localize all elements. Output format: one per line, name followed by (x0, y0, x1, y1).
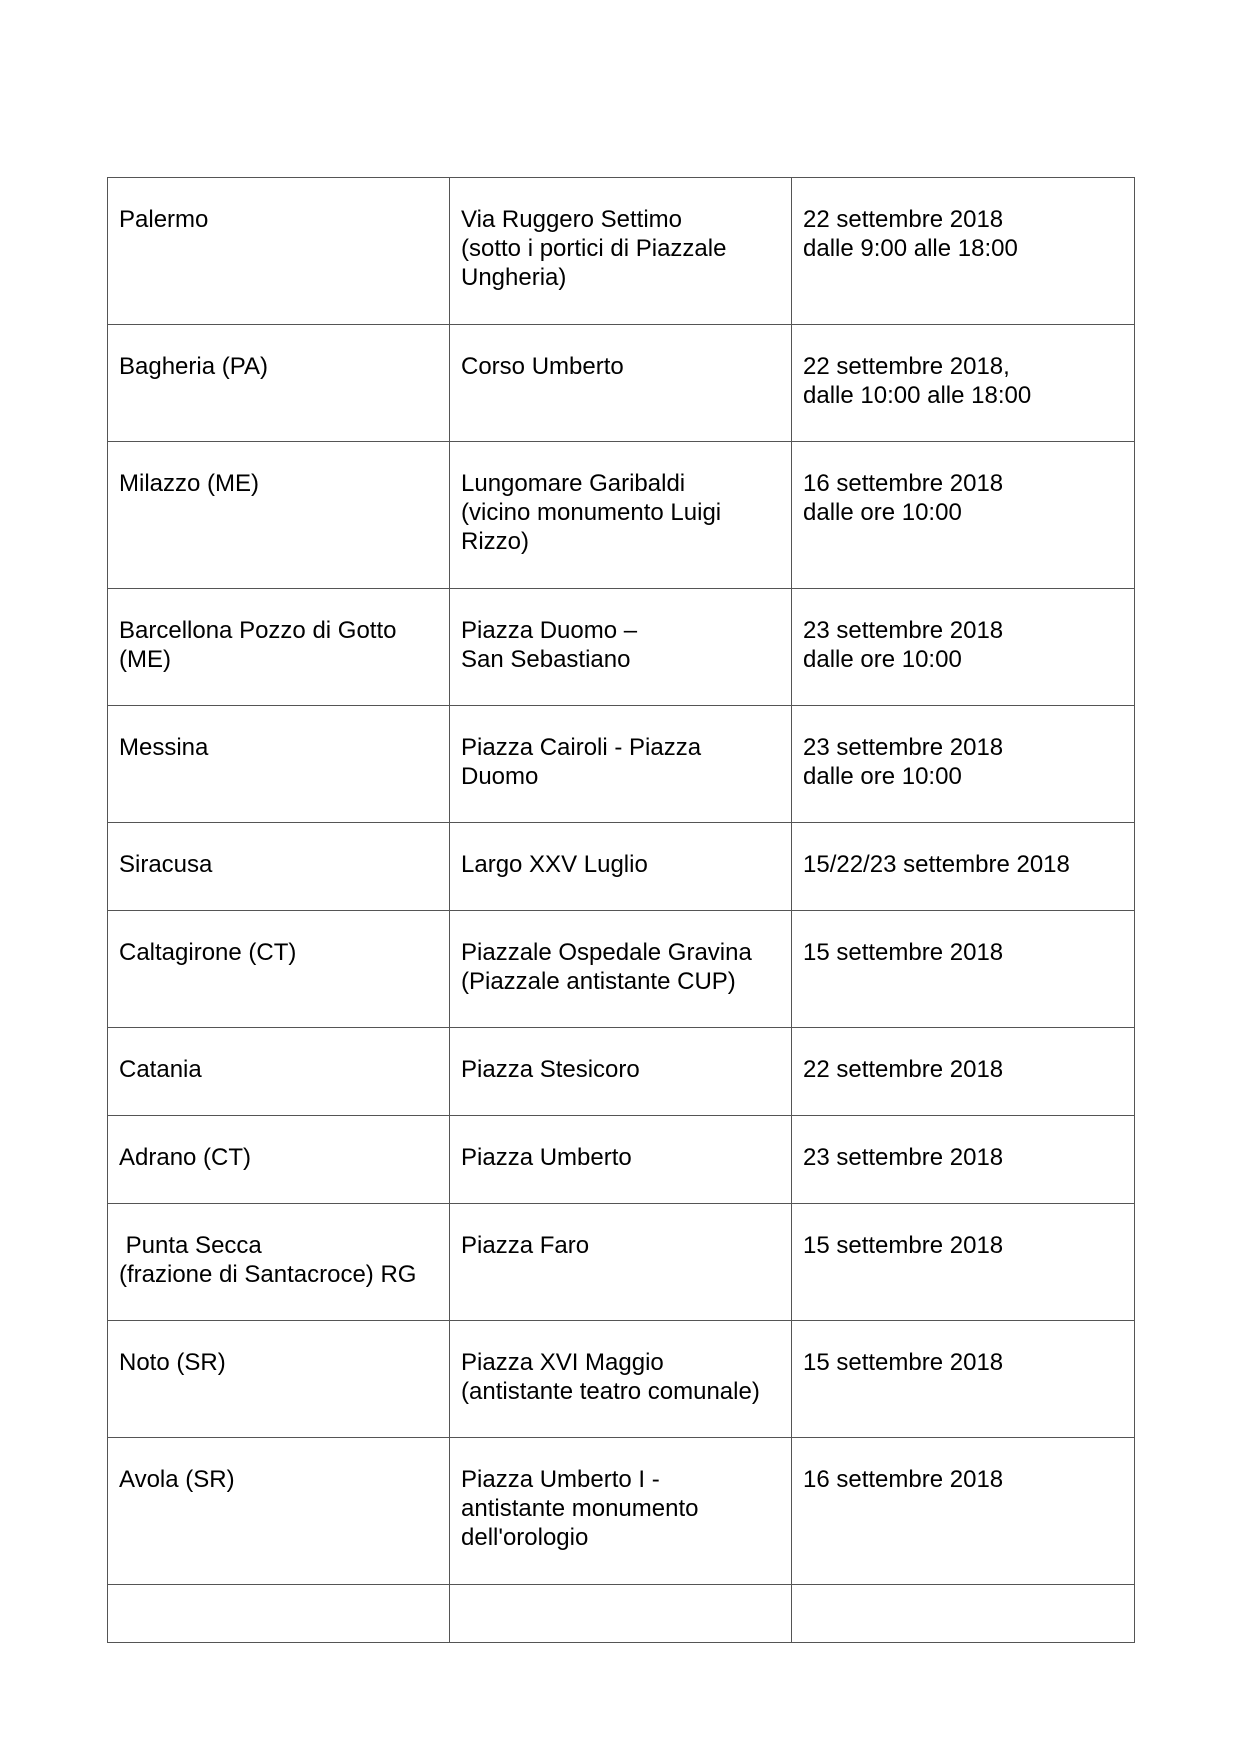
location-cell (450, 178, 792, 325)
location-cell (450, 1028, 792, 1116)
date-cell (792, 1116, 1135, 1204)
location-cell (450, 589, 792, 706)
location-cell-line: dell'orologio (461, 1524, 589, 1551)
location-cell-line: Piazza Cairoli - Piazza (461, 734, 702, 761)
location-cell-line: (Piazzale antistante CUP) (461, 968, 736, 995)
location-cell-line: Rizzo) (461, 528, 530, 555)
date-cell-line: 23 settembre 2018 (803, 1144, 1004, 1171)
location-cell-line: Piazza Umberto (461, 1144, 632, 1171)
location-cell (450, 1438, 792, 1585)
table-row (108, 1585, 1135, 1643)
table-row (108, 706, 1135, 823)
date-cell (792, 1438, 1135, 1585)
location-cell-line: Ungheria) (461, 264, 567, 291)
date-cell (792, 706, 1135, 823)
date-cell (792, 1585, 1135, 1643)
table-row (108, 178, 1135, 325)
table-row (108, 1028, 1135, 1116)
location-cell-line: (sotto i portici di Piazzale (461, 235, 727, 262)
location-cell-line: Piazza Umberto I - (461, 1466, 660, 1493)
table-row (108, 823, 1135, 911)
city-cell (108, 325, 450, 442)
table-row (108, 1204, 1135, 1321)
date-cell (792, 1321, 1135, 1438)
city-cell-line: Adrano (CT) (119, 1144, 252, 1171)
location-cell (450, 823, 792, 911)
city-cell-line: Noto (SR) (119, 1349, 226, 1376)
location-cell-line: Piazzale Ospedale Gravina (461, 939, 752, 966)
city-cell-line: Caltagirone (CT) (119, 939, 297, 966)
date-cell-line: dalle ore 10:00 (803, 763, 962, 790)
location-cell-line: Piazza XVI Maggio (461, 1349, 664, 1376)
date-cell-line: dalle ore 10:00 (803, 646, 962, 673)
city-cell-line: Avola (SR) (119, 1466, 235, 1493)
date-cell-line: 15 settembre 2018 (803, 939, 1004, 966)
city-cell-line: (frazione di Santacroce) RG (119, 1261, 417, 1288)
location-cell (450, 911, 792, 1028)
date-cell (792, 178, 1135, 325)
date-cell-line: 23 settembre 2018 (803, 734, 1004, 761)
date-cell-line: 22 settembre 2018, (803, 353, 1010, 380)
location-cell (450, 1585, 792, 1643)
city-cell (108, 442, 450, 589)
location-cell-line: (vicino monumento Luigi (461, 499, 722, 526)
table-row (108, 1116, 1135, 1204)
events-table-body (108, 178, 1135, 1643)
city-cell-line: Palermo (119, 206, 209, 233)
city-cell-line: Bagheria (PA) (119, 353, 268, 380)
date-cell (792, 589, 1135, 706)
table-row (108, 442, 1135, 589)
city-cell (108, 589, 450, 706)
location-cell (450, 1321, 792, 1438)
location-cell-line: antistante monumento (461, 1495, 699, 1522)
date-cell-line: dalle 9:00 alle 18:00 (803, 235, 1018, 262)
location-cell (450, 442, 792, 589)
date-cell-line: 22 settembre 2018 (803, 1056, 1004, 1083)
city-cell-line: Messina (119, 734, 209, 761)
location-cell-line: Largo XXV Luglio (461, 851, 648, 878)
location-cell (450, 1204, 792, 1321)
city-cell (108, 1585, 450, 1643)
city-cell (108, 911, 450, 1028)
date-cell (792, 325, 1135, 442)
city-cell (108, 706, 450, 823)
location-cell-line: Via Ruggero Settimo (461, 206, 683, 233)
date-cell-line: dalle 10:00 alle 18:00 (803, 382, 1032, 409)
table-row (108, 1438, 1135, 1585)
date-cell (792, 442, 1135, 589)
table-row (108, 589, 1135, 706)
date-cell (792, 1204, 1135, 1321)
city-cell (108, 1116, 450, 1204)
table-row (108, 1321, 1135, 1438)
location-cell-line: Piazza Duomo – (461, 617, 638, 644)
city-cell-line: Catania (119, 1056, 202, 1083)
city-cell-line: Punta Secca (119, 1232, 262, 1259)
location-cell-line: Piazza Faro (461, 1232, 590, 1259)
city-cell-line: Milazzo (ME) (119, 470, 260, 497)
table-row (108, 911, 1135, 1028)
date-cell-line: 15 settembre 2018 (803, 1232, 1004, 1259)
location-cell-line: Lungomare Garibaldi (461, 470, 686, 497)
date-cell (792, 823, 1135, 911)
location-cell-line: (antistante teatro comunale) (461, 1378, 760, 1405)
city-cell (108, 823, 450, 911)
city-cell (108, 1028, 450, 1116)
location-cell-line: Piazza Stesicoro (461, 1056, 640, 1083)
date-cell-line: 23 settembre 2018 (803, 617, 1004, 644)
date-cell-line: 16 settembre 2018 (803, 1466, 1004, 1493)
city-cell (108, 1204, 450, 1321)
date-cell-line: 15 settembre 2018 (803, 1349, 1004, 1376)
city-cell (108, 1321, 450, 1438)
city-cell-line: (ME) (119, 646, 171, 673)
date-cell-line: dalle ore 10:00 (803, 499, 962, 526)
location-cell (450, 706, 792, 823)
city-cell (108, 178, 450, 325)
date-cell (792, 911, 1135, 1028)
city-cell (108, 1438, 450, 1585)
city-cell-line: Barcellona Pozzo di Gotto (119, 617, 397, 644)
date-cell-line: 22 settembre 2018 (803, 206, 1004, 233)
table-row (108, 325, 1135, 442)
date-cell-line: 16 settembre 2018 (803, 470, 1004, 497)
city-cell-line: Siracusa (119, 851, 213, 878)
events-table (107, 177, 1135, 1643)
location-cell (450, 325, 792, 442)
date-cell-line: 15/22/23 settembre 2018 (803, 851, 1070, 878)
location-cell (450, 1116, 792, 1204)
location-cell-line: San Sebastiano (461, 646, 631, 673)
location-cell-line: Duomo (461, 763, 539, 790)
date-cell (792, 1028, 1135, 1116)
location-cell-line: Corso Umberto (461, 353, 624, 380)
